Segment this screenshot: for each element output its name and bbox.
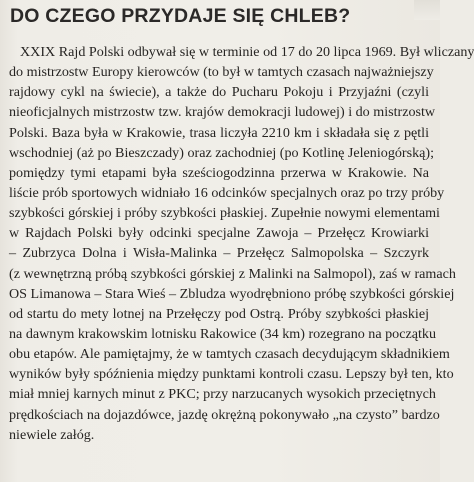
text-line: (z wewnętrzną próbą szybkości górskiej z Malinki na Salmopol), zaś w ramach bbox=[9, 265, 456, 282]
text-line: niewiele załóg. bbox=[9, 426, 95, 443]
body-paragraph bbox=[9, 42, 474, 445]
text-line: do mistrzostw Europy kierowców (to był w tamtych czasach najważniejszy bbox=[9, 64, 434, 81]
text-line: XXIX Rajd Polski odbywał się w terminie od 17 do 20 lipca 1969. Był wliczany bbox=[20, 44, 474, 60]
text-line: szybkości górskiej i próby szybkości płaskiej. Zupełnie nowymi elementami bbox=[9, 205, 440, 222]
text-line: rajdowy cykl na świecie), a także do Pucharu Pokoju i Przyjaźni (czyli bbox=[9, 84, 429, 101]
text-line: – Zubrzyca Dolna i Wisła-Malinka – Przełęcz Salmopolska – Szczyrk bbox=[9, 245, 429, 262]
text-line: od startu do mety lotnej na Przełęczy pod Ostrą. Próby szybkości płaskiej bbox=[9, 305, 429, 322]
page-corner-shadow bbox=[414, 0, 440, 20]
text-line: obu etapów. Ale pamiętajmy, że w tamtych czasach decydującym składnikiem bbox=[9, 346, 450, 363]
text-line: wyników były spóźnienia między punktami kontroli czasu. Lepszy był ten, kto bbox=[9, 366, 454, 383]
text-line: nieoficjalnych mistrzostw tzw. krajów demokracji ludowej) i do mistrzostw bbox=[9, 104, 436, 121]
text-line: na dawnym krakowskim lotnisku Rakowice (34 km) rozegrano na początku bbox=[9, 325, 437, 342]
text-line: miał mniej karnych minut z PKC; przy narzucanych wysokich przeciętnych bbox=[9, 386, 436, 403]
text-line: prędkościach na dojazdówce, jazdę okrężną pokonywało „na czysto” bardzo bbox=[9, 406, 440, 423]
text-line: liście prób sportowych widniało 16 odcinków specjalnych oraz po trzy próby bbox=[9, 184, 445, 201]
text-line: wschodniej (aż po Bieszczady) oraz zachodniej (po Kotlinę Jeleniogórską); bbox=[9, 144, 435, 161]
text-line: pomiędzy tymi etapami była sześciogodzinna przerwa w Krakowie. Na bbox=[9, 164, 429, 181]
text-line: w Rajdach Polski były odcinki specjalne Zawoja – Przełęcz Krowiarki bbox=[9, 225, 429, 242]
section-heading: DO CZEGO PRZYDAJE SIĘ CHLEB? bbox=[10, 5, 351, 27]
text-line: Polski. Baza była w Krakowie, trasa liczyła 2210 km i składała się z pętli bbox=[9, 124, 429, 141]
text-line: OS Limanowa – Stara Wieś – Zbludza wyodrębniono próbę szybkości górskiej bbox=[9, 285, 455, 302]
